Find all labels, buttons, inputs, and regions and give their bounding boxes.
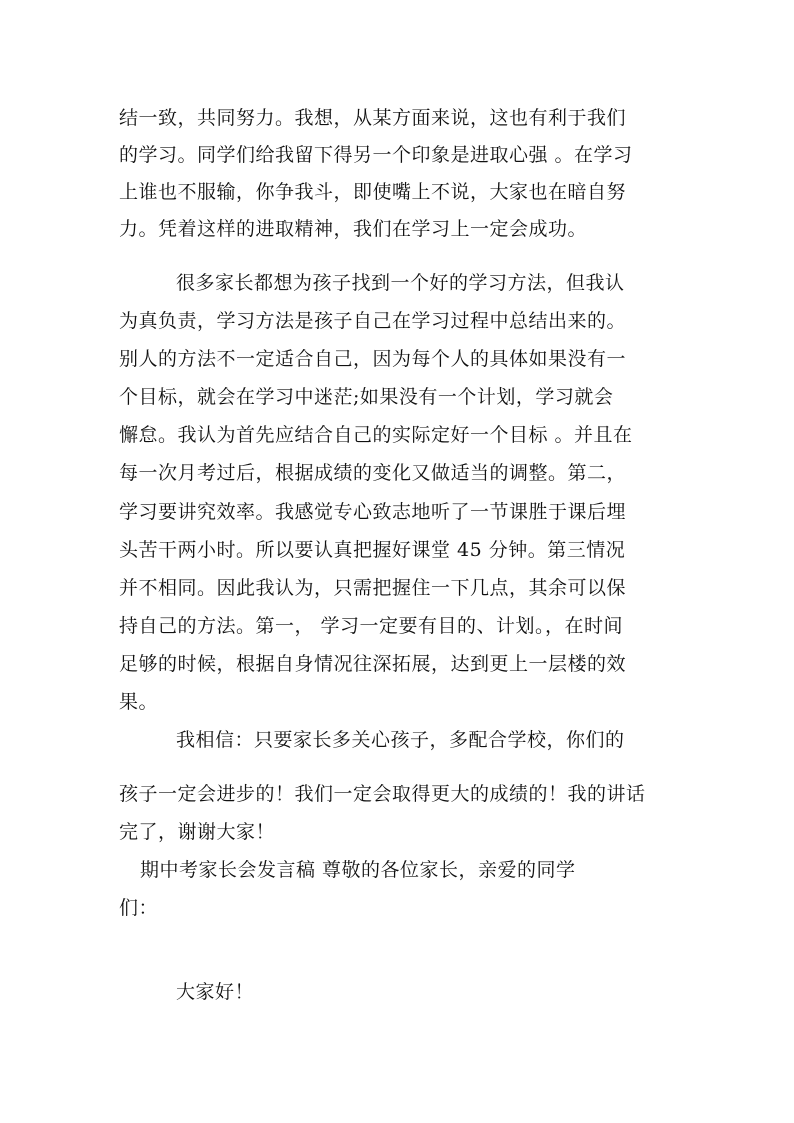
paragraph-line: 很多家长都想为孩子找到一个好的学习方法，但我认 (176, 272, 625, 294)
paragraph-line: 每一次月考过后，根据成绩的变化又做适当的调整。第二， (119, 462, 627, 484)
paragraph-line: 头苦干两小时。所以要认真把握好课堂 45 分钟。第三情况 (119, 539, 626, 561)
paragraph-line: 的学习。同学们给我留下得另一个印象是进取心强 。在学习 (119, 144, 633, 166)
speech-title-line: 期中考家长会发言稿 尊敬的各位家长，亲爱的同学 (140, 859, 576, 881)
paragraph-line: 懈怠。我认为首先应结合自己的实际定好一个目标 。并且在 (119, 424, 633, 446)
paragraph-line: 力。凭着这样的进取精神，我们在学习上一定会成功。 (119, 218, 588, 240)
paragraph-line: 们： (119, 897, 159, 919)
paragraph-line: 为真负责，学习方法是孩子自己在学习过程中总结出来的。 (119, 310, 627, 332)
paragraph-line: 上谁也不服输，你争我斗，即使嘴上不说，大家也在暗自努 (119, 181, 627, 203)
paragraph-line: 结一致，共同努力。我想，从某方面来说，这也有利于我们 (119, 107, 627, 129)
paragraph-line: 我相信：只要家长多关心孩子，多配合学校，你们的 (176, 729, 625, 751)
paragraph-line: 别人的方法不一定适合自己，因为每个人的具体如果没有一 (119, 348, 627, 370)
paragraph-line: 并不相同。因此我认为，只需把握住一下几点，其余可以保 (119, 577, 627, 599)
paragraph-line: 学习要讲究效率。我感觉专心致志地听了一节课胜于课后埋 (119, 501, 627, 523)
paragraph-line: 孩子一定会进步的！我们一定会取得更大的成绩的！我的讲话 (119, 783, 646, 805)
paragraph-line: 足够的时候，根据自身情况往深拓展，达到更上一层楼的效 (119, 653, 627, 675)
paragraph-line: 持自己的方法。第一， 学习一定要有目的、计划。，在时间 (119, 615, 624, 637)
paragraph-line: 果。 (119, 691, 159, 713)
paragraph-line: 完了，谢谢大家！ (119, 821, 276, 843)
greeting-line: 大家好！ (176, 981, 255, 1003)
paragraph-line: 个目标，就会在学习中迷茫;如果没有一个计划，学习就会 (119, 386, 614, 408)
